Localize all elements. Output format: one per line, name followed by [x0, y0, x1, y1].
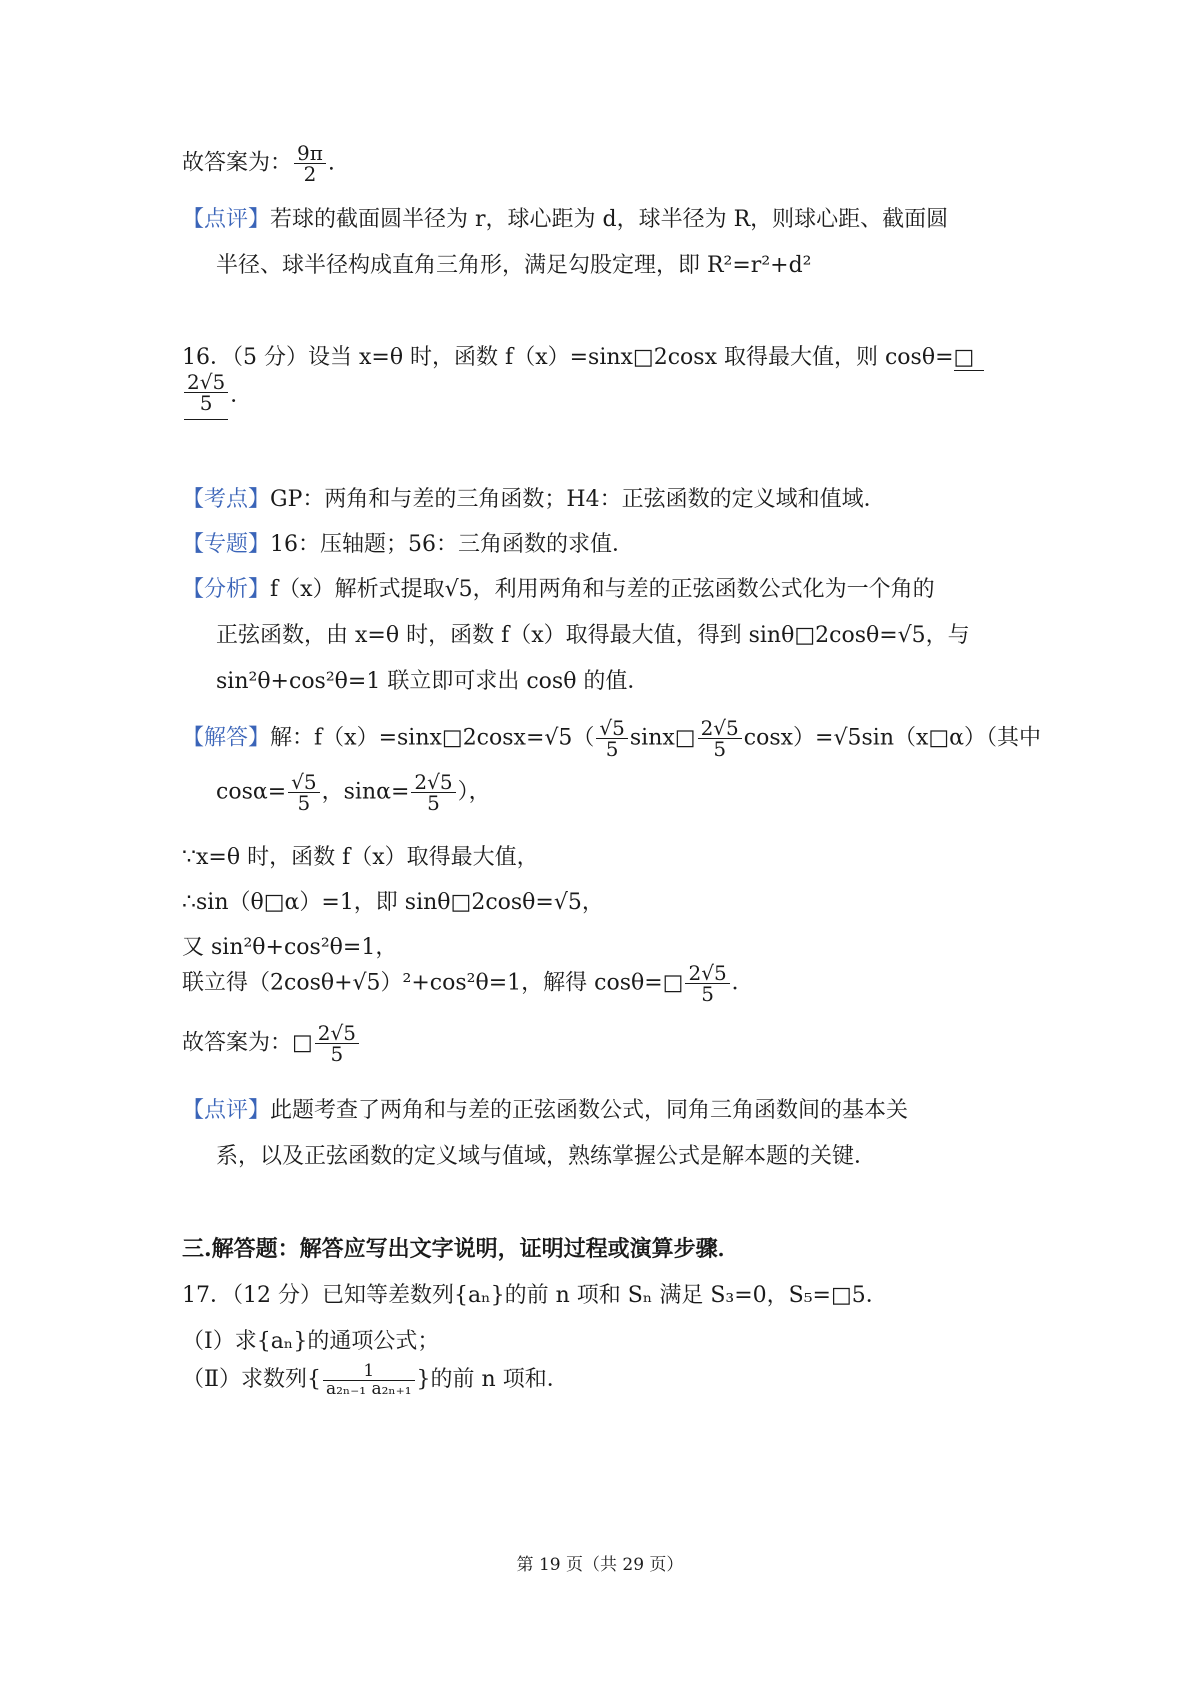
- fraction-denominator: 2: [303, 162, 317, 186]
- fraction: [596, 718, 627, 759]
- fenxi-text: sin²θ+cos²θ=1 联立即可求出 cosθ 的值．: [216, 669, 650, 694]
- jieda-text: cosx）=√5sin（x□α）（其中: [743, 725, 1042, 751]
- q17-stem: 17．（12 分）已知等差数列{aₙ}的前 n 项和 Sₙ 满足 S₃=0，S₅=□5．: [182, 1283, 888, 1308]
- jieda-text: 故答案为：□: [182, 1030, 313, 1056]
- fenxi-text: 正弦函数，由 x=θ 时，函数 f（x）取得最大值，得到 sinθ□2cosθ=√5，与: [216, 623, 970, 648]
- dianping-tag: 【点评】: [182, 1098, 271, 1123]
- answer-blank: □: [954, 345, 984, 371]
- q16-kaodian: [182, 482, 886, 513]
- q16-jieda-line3: [182, 840, 539, 871]
- part2-text: }的前 n 项和．: [416, 1367, 569, 1392]
- jieda-text: ，sinα=: [321, 779, 410, 805]
- kaodian-tag: 【考点】: [182, 487, 271, 512]
- q16-dianping-line1: [182, 1093, 908, 1124]
- q16-fenxi-line3: [216, 664, 649, 695]
- fraction-numerator: 2√5: [184, 372, 228, 393]
- q16-jieda-line7: [182, 1023, 361, 1064]
- fraction-denominator: 5: [297, 791, 311, 815]
- fraction-denominator: 5: [330, 1042, 344, 1066]
- section-heading: 三.解答题：解答应写出文字说明，证明过程或演算步骤．: [182, 1236, 740, 1262]
- fenxi-tag: 【分析】: [182, 577, 271, 602]
- comment-tag: 【点评】: [182, 207, 271, 232]
- fraction-numerator: 9π: [294, 143, 326, 164]
- q16-jieda-line2: [216, 772, 491, 813]
- jieda-text: ∵x=θ 时，函数 f（x）取得最大值，: [182, 845, 539, 870]
- fraction-denominator: 5: [701, 982, 714, 1006]
- answer-fraction: [294, 143, 326, 184]
- zhuanti-tag: 【专题】: [182, 532, 271, 557]
- blank-fraction: [184, 372, 228, 420]
- q15-answer-line: [182, 143, 335, 184]
- q16-fenxi-line2: [216, 618, 970, 649]
- jieda-tag: 【解答】: [182, 725, 271, 751]
- fraction: [288, 772, 319, 813]
- fraction: [323, 1360, 415, 1399]
- jieda-text: 又 sin²θ+cos²θ=1，: [182, 935, 398, 960]
- fraction: [411, 772, 455, 813]
- q16-jieda-line6: [182, 963, 754, 1004]
- fraction-numerator: √5: [288, 772, 319, 793]
- kaodian-text: GP：两角和与差的三角函数；H4：正弦函数的定义域和值域．: [270, 487, 886, 512]
- fraction-numerator: 2√5: [698, 718, 742, 739]
- jieda-text: ∴sin（θ□α）=1，即 sinθ□2cosθ=√5，: [182, 890, 604, 915]
- fenxi-text: f（x）解析式提取√5，利用两角和与差的正弦函数公式化为一个角的: [270, 577, 935, 602]
- q15-comment-line2: [216, 248, 811, 279]
- q16-fenxi-line1: [182, 572, 935, 603]
- q15-comment-line1: [182, 202, 948, 233]
- fraction-numerator: √5: [596, 718, 627, 739]
- q16-jieda-line1: [182, 718, 1041, 759]
- dianping-text: 系，以及正弦函数的定义域与值域，熟练掌握公式是解本题的关键．: [216, 1144, 877, 1169]
- fraction: [685, 963, 729, 1004]
- question-stem: 16．（5 分）设当 x=θ 时，函数 f（x）=sinx□2cosx 取得最大值，则 cosθ=: [182, 345, 954, 370]
- fraction-numerator: 1: [323, 1363, 415, 1381]
- fraction-numerator: 2√5: [685, 963, 729, 984]
- dianping-text: 此题考查了两角和与差的正弦函数公式，同角三角函数间的基本关: [270, 1098, 909, 1123]
- fraction-denominator: 5: [713, 737, 727, 761]
- answer-prefix: 故答案为：: [182, 150, 293, 176]
- fraction-denominator: 5: [605, 737, 619, 761]
- q16-dianping-line2: [216, 1139, 876, 1170]
- page-footer: 第 19 页（共 29 页）: [516, 1555, 684, 1575]
- answer-end: .: [327, 150, 335, 176]
- part2-text: （Ⅱ）求数列{: [182, 1367, 321, 1392]
- jieda-text: cosα=: [216, 779, 287, 805]
- jieda-text: sinx□: [629, 725, 696, 751]
- q17-part1: （Ⅰ）求{aₙ}的通项公式；: [182, 1329, 440, 1354]
- fraction-numerator: 2√5: [315, 1023, 359, 1044]
- q17-part2: [182, 1362, 569, 1398]
- fraction-numerator: 2√5: [411, 772, 455, 793]
- jieda-text: ．: [731, 970, 754, 996]
- q16-jieda-line4: [182, 885, 604, 916]
- fraction-denominator: a₂ₙ₋₁ a₂ₙ₊₁: [325, 1378, 412, 1399]
- q16-stem-line1: [182, 340, 984, 371]
- fraction-denominator: 5: [427, 791, 440, 815]
- q16-jieda-line5: [182, 930, 397, 961]
- q16-zhuanti: [182, 527, 634, 558]
- blank-end: ．: [230, 383, 253, 408]
- fraction: [315, 1023, 359, 1064]
- fraction: [698, 718, 742, 759]
- comment-text: 若球的截面圆半径为 r，球心距为 d，球半径为 R，则球心距、截面圆: [270, 207, 949, 232]
- comment-text: 半径、球半径构成直角三角形，满足勾股定理，即 R²=r²+d²: [216, 253, 812, 278]
- jieda-text: 联立得（2cosθ+√5）²+cos²θ=1，解得 cosθ=□: [182, 970, 684, 996]
- jieda-text: 解：f（x）=sinx□2cosx=√5（: [270, 725, 595, 751]
- jieda-text: ），: [457, 779, 491, 805]
- zhuanti-text: 16：压轴题；56：三角函数的求值．: [270, 532, 635, 557]
- fraction-denominator: 5: [199, 391, 213, 415]
- q16-blank-line: [182, 372, 252, 420]
